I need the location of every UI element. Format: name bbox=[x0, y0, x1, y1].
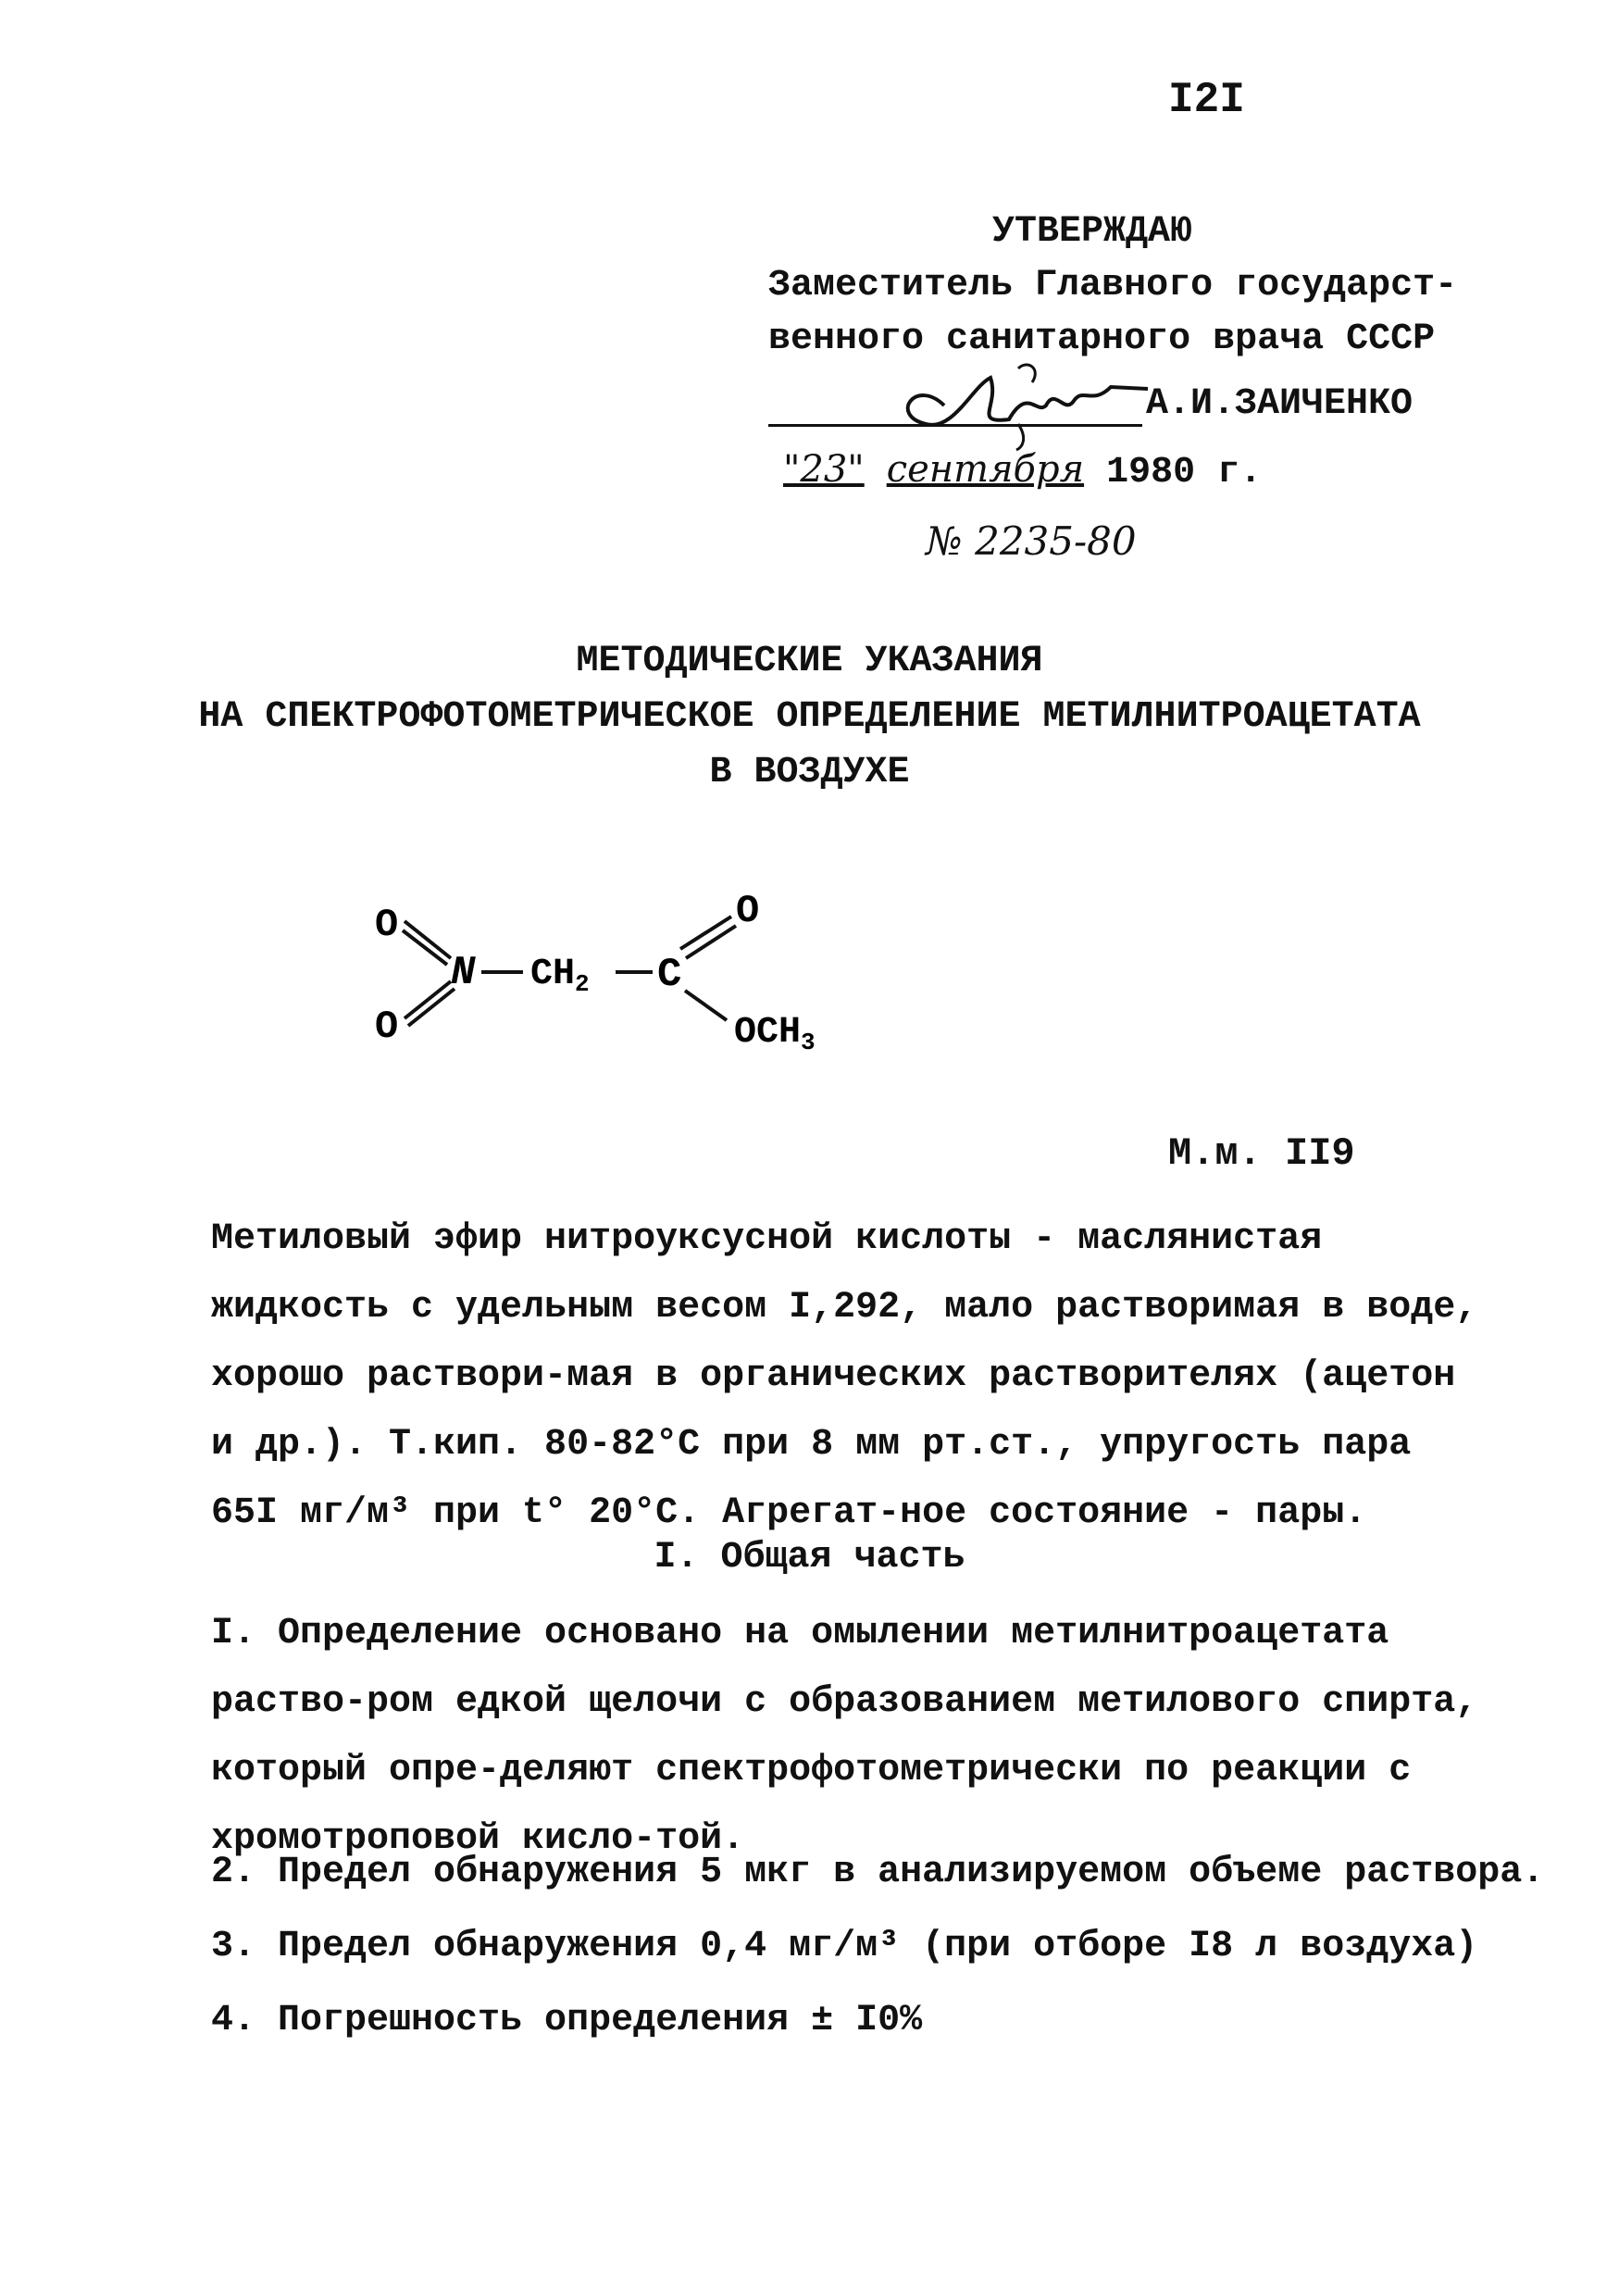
approval-position-line1: Заместитель Главного государст- bbox=[768, 265, 1458, 306]
molar-mass: М.м. II9 bbox=[1168, 1131, 1355, 1176]
formula-o-top-left: O bbox=[375, 903, 399, 947]
section-item-4: 4. Погрешность определения ± I0% bbox=[211, 2000, 923, 2041]
formula-n: N bbox=[451, 950, 476, 996]
approval-heading: УТВЕРЖДАЮ bbox=[992, 211, 1193, 253]
document-title-line3: В ВОЗДУХЕ bbox=[709, 752, 910, 793]
approval-date bbox=[783, 448, 1262, 493]
document-title-line1: МЕТОДИЧЕСКИЕ УКАЗАНИЯ bbox=[576, 641, 1043, 682]
signature-row bbox=[768, 378, 1414, 433]
structural-formula bbox=[366, 880, 884, 1074]
handwritten-signature bbox=[879, 350, 1157, 452]
section-item-2: 2. Предел обнаружения 5 мкг в анализируемом объеме раствора. bbox=[211, 1852, 1545, 1893]
formula-o-top-right: O bbox=[736, 889, 760, 933]
signature-line bbox=[768, 424, 1142, 427]
formula-c: C bbox=[657, 952, 682, 998]
formula-o-bottom-left: O bbox=[375, 1004, 399, 1049]
registration-number: № 2235-80 bbox=[926, 518, 1137, 564]
signatory-name: А.И.ЗАИЧЕНКО bbox=[1146, 383, 1414, 425]
section-item-3: 3. Предел обнаружения 0,4 мг/м³ (при отборе I8 л воздуха) bbox=[211, 1926, 1478, 1967]
approval-position-line2: венного санитарного врача СССР bbox=[768, 318, 1436, 360]
bond-n-o-top bbox=[405, 921, 451, 958]
date-month: сентября bbox=[886, 448, 1085, 491]
page-number: I2I bbox=[1168, 76, 1245, 124]
formula-ch2: $CH_2$ bbox=[530, 954, 590, 998]
bond-n-o-bottom-double bbox=[408, 989, 455, 1026]
document-title-line2: НА СПЕКТРОФОТОМЕТРИЧЕСКОЕ ОПРЕДЕЛЕНИЕ МЕТИЛНИТРОАЦЕТАТА bbox=[198, 696, 1421, 738]
bond-n-o-bottom bbox=[405, 981, 451, 1018]
section-title: I. Общая часть bbox=[654, 1537, 965, 1578]
formula-och3: $OCH_3$ bbox=[734, 1012, 816, 1056]
bond-c-och3 bbox=[685, 991, 727, 1020]
date-year: 1980 г. bbox=[1106, 452, 1263, 493]
approval-block bbox=[768, 206, 1457, 367]
section-item-1: I. Определение основано на омылении метилнитроацетата раство-ром едкой щелочи с образованием метилового спирта, который опре-деляют спектрофотометрически по реакции с хромотроповой кисло-той. bbox=[211, 1613, 1478, 1860]
intro-paragraph: Метиловый эфир нитроуксусной кислоты - маслянистая жидкость с удельным весом I,292, мало растворимая в воде, хорошо раствори-мая в органических растворителях (ацетон и др.). Т.кип. 80-82°С при 8 мм рт.ст., упругость пара 65I мг/м³ при t° 20°С. Агрегат-ное состояние - пары. bbox=[211, 1218, 1478, 1534]
date-day: "23" bbox=[783, 448, 865, 491]
